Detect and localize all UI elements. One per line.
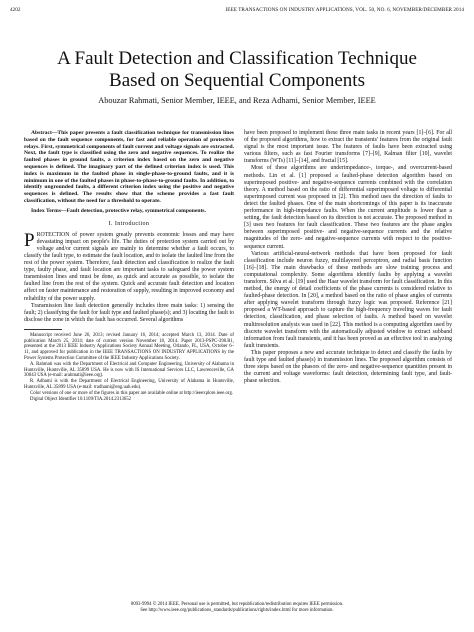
page-number: 4202 <box>10 7 21 13</box>
drop-cap: P <box>24 229 35 251</box>
body-paragraph-4: This paper proposes a new and accurate technique to detect and classify the faults by fault type and faulted phase(s) in transmission lines. The proposed algorithm consists of three steps based on the phasors of the zero- and negative-sequence quantities present in the current and voltage waveforms: fault detection, determining fault type, and fault-phase selection. <box>244 349 452 385</box>
abstract: Abstract—This paper presents a fault classification technique for transmission lines based on the fault sequence components, for fast and reliable operation of protective relays. First, symmetrical components of fault current and voltage signals are extracted. Next, the fault type is classified using the zero and negative sequences. To realize the faulted phases in ground faults, a criterion index based on the zero and negative sequences is defined. The imaginary part of the defined criterion index is used. This index is maximum in the faulted phase in single-phase-to-ground faults, and it is minimum in one of the faulted phases in phase-to-phase-to-ground faults. In addition, to identify ungrounded faults, a different criterion index using the positive and negative sequences is defined. The results show that the scheme provides a fast fault classification, without the need for a threshold to operate. <box>24 130 235 204</box>
body-paragraph-3: Various artificial-neural-network methods that have been proposed for fault classification include neuron fuzzy, multilayered perceptron, and radial basis function [16]–[18]. The main drawbacks of these methods are slow training process and computational complexity. Some algorithms identify faults by applying a wavelet transform. Silva et al. [19] used the Haar wavelet transform for fault classification. In this method, the energy of detail coefficients of the phase currents is considered relative to faulted-phase detection. In [20], a method based on the ratio of phase angles of currents after applying wavelet transform through fuzzy logic was proposed. Reference [21] proposed a WT-based approach to capture the high-frequency traveling waves for fault detection, classification, and phase selection of faults. A method based on wavelet multiresolution analysis was used in [22]. This method is a computing algorithm used by discrete wavelet transform with the automatically adjusted window to extract subband information from fault transients, and it has been proved as an effective tool in analyzing fault transients. <box>244 250 452 349</box>
intro-paragraph-2: Transmission line fault detection generally includes three main tasks: 1) sensing the fault; 2) classifying the fault for fault type and faulted phase(s); and 3) locating the fault to disclose the zone in which the fault has occurred. Several algorithms <box>24 302 234 323</box>
title-line-1: A Fault Detection and Classification Technique <box>57 48 417 69</box>
paper-title <box>10 48 464 92</box>
author-list: Abouzar Rahmati, Senior Member, IEEE, and Reza Adhami, Senior Member, IEEE <box>98 96 376 105</box>
journal-name: IEEE TRANSACTIONS ON INDUSTRY APPLICATIONS, VOL. 50, NO. 6, NOVEMBER/DECEMBER 2014 <box>225 7 464 13</box>
running-head <box>10 7 464 17</box>
footnote-rahmati: A. Rahmati was with the Department of Electrical and Computer Engineering, University of Alabama in Huntsville, Huntsville, AL 35899 USA. He is now with IS International Services LLC, Lawrenceville, GA 30043 USA (e-mail: arahmati@ieee.org). <box>24 361 234 379</box>
footnote-color-versions: Color versions of one or more of the figures in this paper are available online at http://ieeexplore.ieee.org. <box>30 390 234 396</box>
body-paragraph-2: Most of these algorithms are underimpedance-, torque-, and overcurrent-based methods. Lin et al. [1] proposed a faulted-phase detection algorithm based on superimposed positive- and negative-sequence currents combined with the correlation theory. A method based on the ratio of differential superimposed voltage to differential superimposed current was proposed in [2]. This method uses the direction of faults to detect the faulted phases. One of the main shortcomings of this paper is its inaccurate performance in high-impedance faults. When the current amplitude is lower than a setting, the fault detection based on its direction is not accurate. The proposed method in [3] uses two features for fault classification. These two features are the phase angles between superimposed positive- and negative-sequence currents and the relative magnitudes of the zero- and negative-sequence currents with respect to the positive-sequence current. <box>244 165 452 250</box>
section-heading: I. Introduction <box>108 220 150 227</box>
copyright-footer <box>10 602 464 614</box>
footnote-rule <box>24 329 62 330</box>
right-column <box>244 130 452 385</box>
title-line-2: Based on Sequential Components <box>109 70 365 91</box>
intro-paragraph-1-text: of power system greatly prevents economic losses and may have devastating impact on people's life. The duties of protection system carried out by voltage and/or current signals are mainly to determine whether a fault occurs, to classify the fault type, to estimate the fault location, and to isolate the faulted line from the rest of the power system. Therefore, fault detection and classification to realize the fault type, faulty phase, and fault location are important tasks to safeguard the power system transmission lines and must be done, as quick and accurate as possible, to isolate the faulted line from the rest of the system. Quick and accurate fault detection and location affect on faster maintenance and restoration of supply, resulting in improved economy and reliability of the power supply. <box>24 231 234 302</box>
body-paragraph-1: have been proposed to implement these three main tasks in recent years [1]–[6]. For all of the proposed algorithms, how to extract the transients' features from the original fault signal is the most important issue. The features of faults have been extracted using various filters, such as fast Fourier transforms [7]–[9], Kalman filter [10], wavelet transforms (WTs) [11]–[14], and fractal [15]. <box>244 130 452 165</box>
rights-line: See http://www.ieee.org/publications_standards/publications/rights/index.html for more information. <box>140 608 334 613</box>
footnote-manuscript: Manuscript received June 26, 2013; revised January 16, 2014; accepted March 13, 2014. Date of publication March 25, 2014; date of current version November 18, 2014. Paper 2013-PSPC-398.R1, presented at the 2013 IEEE Industry Applications Society Annual Meeting, Orlando, FL, USA, October 6–11, and approved for publication in the IEEE TRANSACTIONS ON INDUSTRY APPLICATIONS by the Power Systems Protection Committee of the IEEE Industry Applications Society. <box>24 332 234 362</box>
index-terms: Index Terms—Fault detection, protective relay, symmetrical components. <box>31 207 206 214</box>
left-column <box>24 130 234 402</box>
footnote-doi: Digital Object Identifier 10.1109/TIA.2014.2313652 <box>30 396 132 402</box>
intro-paragraph-1 <box>24 229 234 303</box>
intro-first-words: ROTECTION <box>36 231 70 238</box>
footnote-adhami: R. Adhami is with the Department of Electrical Engineering, University of Alabama in Huntsville, Huntsville, AL 35899 USA (e-mail: rradhami@eng.uah.edu). <box>24 379 234 391</box>
copyright-line: 0093-9994 © 2014 IEEE. Personal use is permitted, but republication/redistribution requires IEEE permission. <box>130 602 344 607</box>
